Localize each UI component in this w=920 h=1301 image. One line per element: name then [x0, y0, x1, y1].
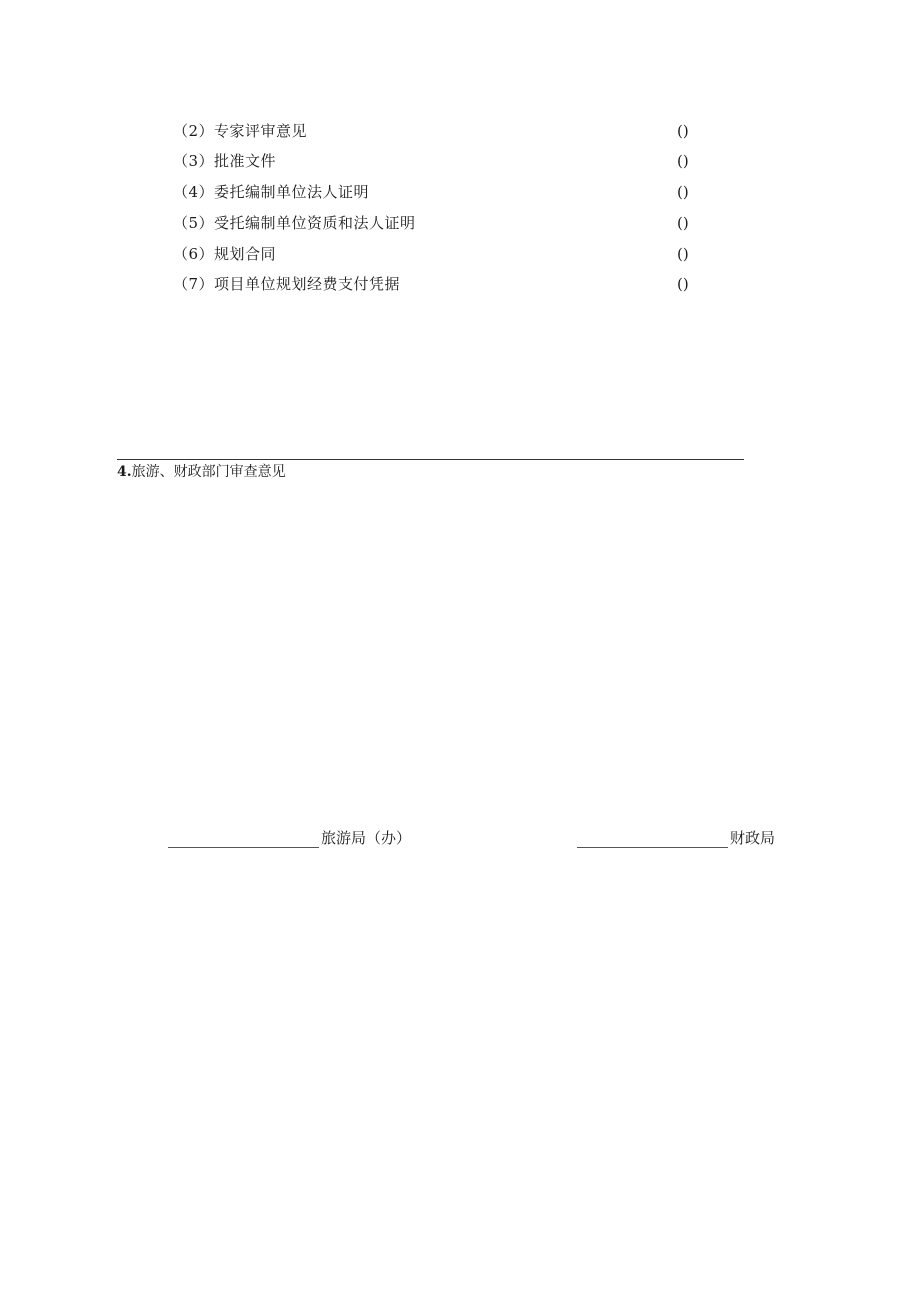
finance-signature-label: 财政局: [730, 829, 776, 847]
checklist-item-7: （7）项目单位规划经费支付凭据: [173, 275, 401, 293]
checklist-item-4: （4）委托编制单位法人证明: [173, 183, 370, 201]
section-4-heading: [117, 462, 286, 482]
checklist-item-4-checkbox[interactable]: (): [677, 183, 689, 201]
section-divider: [117, 459, 744, 460]
checklist-item-3: （3）批准文件: [173, 152, 277, 170]
checklist-item-2: （2）专家评审意见: [173, 122, 308, 140]
section-4-number: 4.: [117, 464, 132, 480]
tourism-signature-blank[interactable]: [168, 833, 319, 848]
finance-signature-blank[interactable]: [577, 833, 728, 848]
checklist-item-6: （6）规划合同: [173, 245, 277, 263]
checklist-item-6-checkbox[interactable]: (): [677, 245, 689, 263]
section-4-title: 旅游、财政部门审查意见: [131, 464, 286, 480]
finance-signature-line: [577, 828, 775, 848]
checklist-item-5-checkbox[interactable]: (): [677, 214, 689, 232]
tourism-signature-label: 旅游局（办）: [321, 829, 412, 847]
checklist-item-7-checkbox[interactable]: (): [677, 275, 689, 293]
checklist-item-5: （5）受托编制单位资质和法人证明: [173, 214, 416, 232]
tourism-signature-line: [168, 828, 411, 848]
checklist-item-2-checkbox[interactable]: (): [677, 122, 689, 140]
checklist-item-3-checkbox[interactable]: (): [677, 152, 689, 170]
